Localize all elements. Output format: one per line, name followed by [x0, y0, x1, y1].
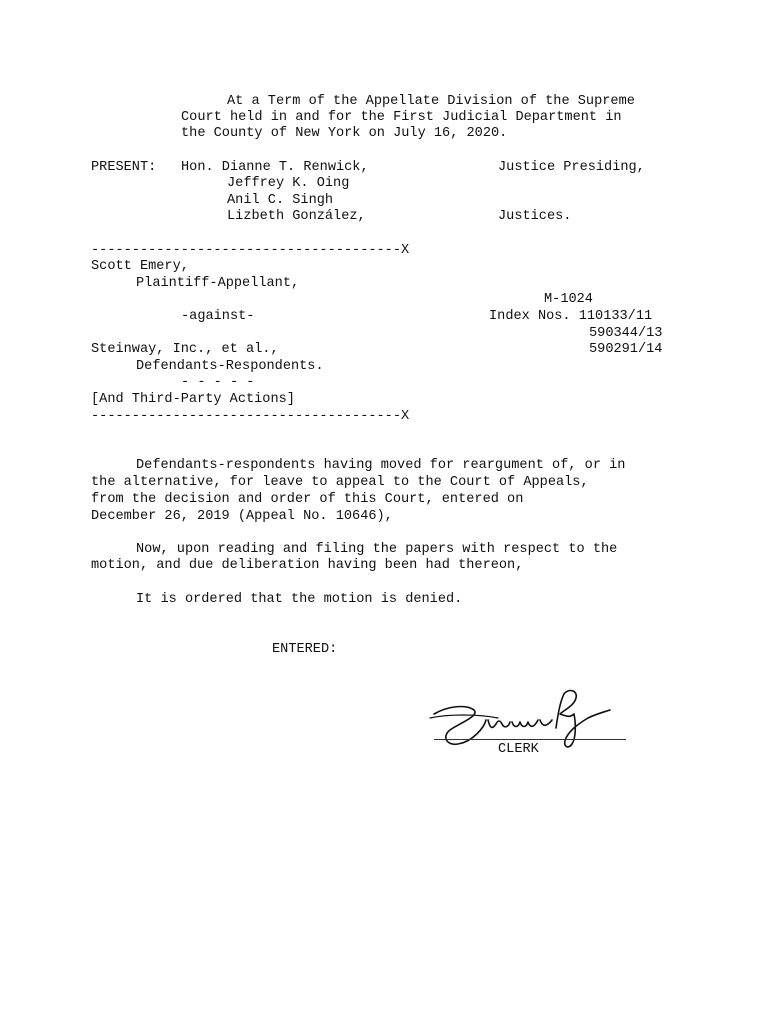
- justice-name: Lizbeth González,: [227, 209, 366, 224]
- justice-name: Anil C. Singh: [227, 193, 334, 208]
- caption-rule-top: --------------------------------------X: [91, 243, 410, 258]
- plaintiff-role: Plaintiff-Appellant,: [136, 276, 300, 291]
- versus-label: -against-: [181, 309, 255, 324]
- index-number: 590291/14: [589, 342, 663, 357]
- clerk-title: CLERK: [498, 742, 539, 757]
- paragraph-line: motion, and due deliberation having been had thereon,: [91, 558, 524, 573]
- motion-number: M-1024: [544, 292, 593, 307]
- justices-role: Justices.: [498, 209, 572, 224]
- defendant-role: Defendants-Respondents.: [136, 359, 324, 374]
- index-number: 590344/13: [589, 326, 663, 341]
- defendant-name: Steinway, Inc., et al.,: [91, 342, 279, 357]
- header-line-2: Court held in and for the First Judicial Department in: [181, 110, 622, 125]
- paragraph-line: Now, upon reading and filing the papers with respect to the: [136, 542, 618, 557]
- plaintiff-name: Scott Emery,: [91, 259, 189, 274]
- index-numbers: Index Nos. 110133/11: [489, 309, 653, 324]
- header-line-1: At a Term of the Appellate Division of the Supreme: [227, 94, 635, 109]
- entered-label: ENTERED:: [272, 642, 338, 657]
- justice-presiding-name: Hon. Dianne T. Renwick,: [181, 160, 369, 175]
- paragraph-line: Defendants-respondents having moved for reargument of, or in: [136, 458, 626, 473]
- present-label: PRESENT:: [91, 160, 157, 175]
- third-party-note: [And Third-Party Actions]: [91, 392, 295, 407]
- justice-presiding-role: Justice Presiding,: [498, 160, 645, 175]
- justice-name: Jeffrey K. Oing: [227, 176, 350, 191]
- paragraph-line: from the decision and order of this Court, entered on: [91, 492, 524, 507]
- caption-rule-bottom: --------------------------------------X: [91, 409, 410, 424]
- paragraph-line: December 26, 2019 (Appeal No. 10646),: [91, 509, 393, 524]
- caption-separator: - - - - -: [181, 375, 255, 390]
- signature-line: [434, 739, 626, 740]
- header-line-3: the County of New York on July 16, 2020.: [181, 126, 508, 141]
- order-statement: It is ordered that the motion is denied.: [136, 592, 463, 607]
- paragraph-line: the alternative, for leave to appeal to the Court of Appeals,: [91, 475, 589, 490]
